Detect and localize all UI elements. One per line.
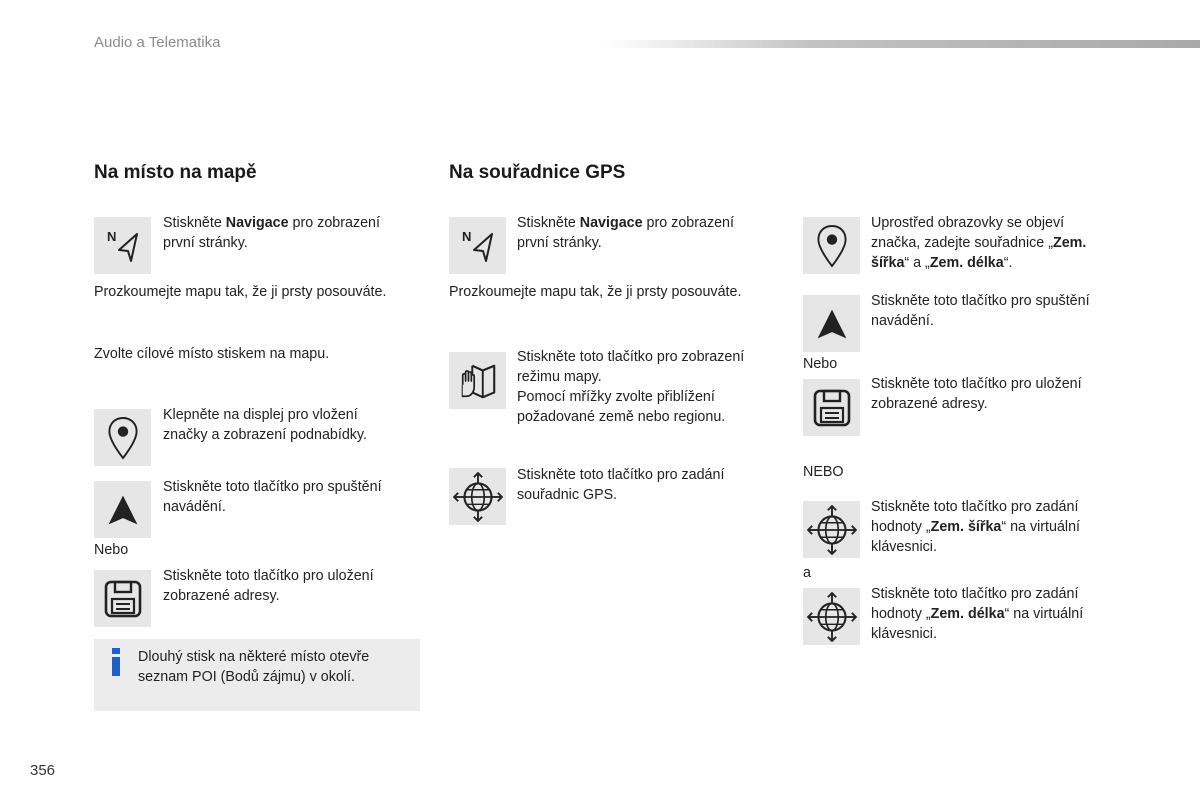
left-choose-text: Zvolte cílové místo stiskem na mapu. (94, 346, 330, 362)
right-save-text: Stiskněte toto tlačítko pro uložení zobrazené adresy. (871, 376, 1082, 412)
section-title-gps: Na souřadnice GPS (449, 162, 626, 183)
header-divider-bar (605, 40, 1200, 48)
middle-gps-text: Stiskněte toto tlačítko pro zadání souřadnic GPS. (517, 467, 725, 503)
header-title: Audio a Telematika (94, 34, 221, 51)
globe-grid-icon (803, 588, 860, 645)
globe-grid-icon (803, 501, 860, 558)
right-pin-text: Uprostřed obrazovky se objeví značka, zadejte souřadnice „Zem. šířka“ a „Zem. délka“. (871, 215, 1087, 271)
section-title-map-place: Na místo na mapě (94, 162, 257, 183)
map-pin-icon (94, 409, 151, 466)
middle-explore-text: Prozkoumejte mapu tak, že ji prsty posouváte. (449, 284, 742, 300)
page-number: 356 (30, 762, 56, 779)
guidance-arrow-icon (803, 295, 860, 352)
info-icon (110, 648, 122, 676)
left-save-text: Stiskněte toto tlačítko pro uložení zobrazené adresy. (163, 568, 374, 604)
globe-grid-icon (449, 468, 506, 525)
left-explore-text: Prozkoumejte mapu tak, že ji prsty posouváte. (94, 284, 387, 300)
navigation-icon (94, 217, 151, 274)
right-longitude-text: Stiskněte toto tlačítko pro zadání hodnoty „Zem. délka“ na virtuální klávesnici. (871, 586, 1084, 642)
right-or-upper-label: NEBO (803, 464, 844, 480)
right-and-label: a (803, 565, 811, 581)
map-mode-icon (449, 352, 506, 409)
navigation-icon (449, 217, 506, 274)
left-or-label: Nebo (94, 542, 129, 558)
middle-map-text: Stiskněte toto tlačítko pro zobrazení režimu mapy. Pomocí mřížky zvolte přiblížení požadované země nebo regionu. (517, 349, 745, 425)
map-pin-icon (803, 217, 860, 274)
right-latitude-text: Stiskněte toto tlačítko pro zadání hodnoty „Zem. šířka“ na virtuální klávesnici. (871, 499, 1081, 555)
save-icon (803, 379, 860, 436)
right-or-label: Nebo (803, 356, 838, 372)
left-guide-text: Stiskněte toto tlačítko pro spuštění navádění. (163, 479, 382, 515)
right-guide-text: Stiskněte toto tlačítko pro spuštění navádění. (871, 293, 1090, 329)
save-icon (94, 570, 151, 627)
info-note-text: Dlouhý stisk na některé místo otevře seznam POI (Bodů zájmu) v okolí. (138, 649, 370, 685)
middle-nav-text: Stiskněte Navigace pro zobrazení první stránky. (517, 215, 734, 251)
left-pin-text: Klepněte na displej pro vložení značky a zobrazení podnabídky. (163, 407, 367, 443)
guidance-arrow-icon (94, 481, 151, 538)
left-nav-text: Stiskněte Navigace pro zobrazení první stránky. (163, 215, 380, 251)
